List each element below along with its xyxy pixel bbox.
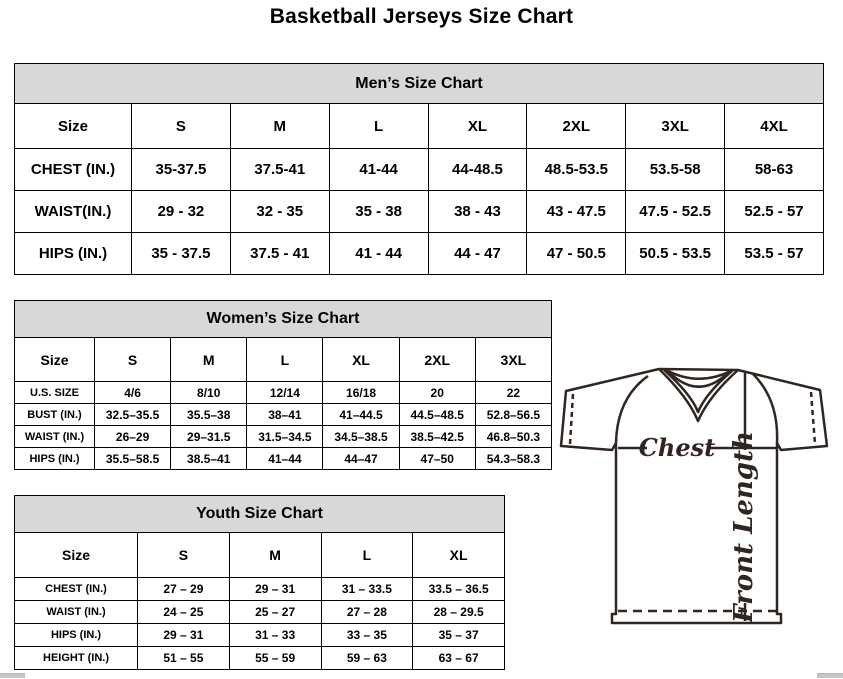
table-cell: 63 – 67 bbox=[413, 647, 505, 670]
size-label-cell: Size bbox=[15, 338, 95, 382]
table-cell: 44 - 47 bbox=[428, 233, 527, 275]
row-label-cell: HIPS (IN.) bbox=[15, 624, 138, 647]
table-cell: 2XL bbox=[399, 338, 475, 382]
table-cell: 47.5 - 52.5 bbox=[626, 191, 725, 233]
table-cell: 31.5–34.5 bbox=[247, 426, 323, 448]
front-length-label: Front Length bbox=[729, 431, 759, 623]
table-header-row bbox=[15, 301, 552, 338]
youth-chart-title: Youth Size Chart bbox=[15, 496, 505, 533]
youth-size-chart-table bbox=[14, 495, 505, 670]
table-cell: 35.5–38 bbox=[171, 404, 247, 426]
jersey-measurement-diagram bbox=[558, 358, 840, 630]
table-cell: 35 – 37 bbox=[413, 624, 505, 647]
table-cell: 51 – 55 bbox=[138, 647, 230, 670]
table-cell: 37.5-41 bbox=[230, 149, 329, 191]
table-cell: 52.8–56.5 bbox=[475, 404, 551, 426]
table-row bbox=[15, 149, 824, 191]
table-cell: S bbox=[132, 104, 231, 149]
table-cell: 32 - 35 bbox=[230, 191, 329, 233]
table-cell: 38.5–42.5 bbox=[399, 426, 475, 448]
table-cell: 59 – 63 bbox=[321, 647, 413, 670]
table-cell: 53.5 - 57 bbox=[725, 233, 824, 275]
table-cell: 2XL bbox=[527, 104, 626, 149]
size-label-cell: Size bbox=[15, 104, 132, 149]
table-cell: 25 – 27 bbox=[229, 601, 321, 624]
row-label-cell: WAIST(IN.) bbox=[15, 191, 132, 233]
size-header-row bbox=[15, 338, 552, 382]
table-cell: 29–31.5 bbox=[171, 426, 247, 448]
table-cell: 44.5–48.5 bbox=[399, 404, 475, 426]
table-cell: 31 – 33 bbox=[229, 624, 321, 647]
row-label-cell: WAIST (IN.) bbox=[15, 601, 138, 624]
table-cell: 37.5 - 41 bbox=[230, 233, 329, 275]
row-label-cell: CHEST (IN.) bbox=[15, 578, 138, 601]
table-cell: 31 – 33.5 bbox=[321, 578, 413, 601]
table-cell: S bbox=[138, 533, 230, 578]
table-cell: 53.5-58 bbox=[626, 149, 725, 191]
table-cell: 33 – 35 bbox=[321, 624, 413, 647]
table-cell: 44-48.5 bbox=[428, 149, 527, 191]
table-cell: 26–29 bbox=[95, 426, 171, 448]
table-row bbox=[15, 448, 552, 470]
table-cell: S bbox=[95, 338, 171, 382]
table-cell: 46.8–50.3 bbox=[475, 426, 551, 448]
table-cell: M bbox=[171, 338, 247, 382]
table-cell: 35 - 37.5 bbox=[132, 233, 231, 275]
table-cell: 3XL bbox=[626, 104, 725, 149]
table-cell: 4/6 bbox=[95, 382, 171, 404]
table-row bbox=[15, 191, 824, 233]
table-row bbox=[15, 382, 552, 404]
table-cell: 50.5 - 53.5 bbox=[626, 233, 725, 275]
row-label-cell: CHEST (IN.) bbox=[15, 149, 132, 191]
chest-label: Chest bbox=[638, 433, 716, 462]
table-cell: 20 bbox=[399, 382, 475, 404]
table-cell: 35 - 38 bbox=[329, 191, 428, 233]
table-row bbox=[15, 233, 824, 275]
table-cell: 29 - 32 bbox=[132, 191, 231, 233]
size-label-cell: Size bbox=[15, 533, 138, 578]
table-cell: 32.5–35.5 bbox=[95, 404, 171, 426]
table-row bbox=[15, 426, 552, 448]
mens-chart-title: Men’s Size Chart bbox=[15, 64, 824, 104]
row-label-cell: HIPS (IN.) bbox=[15, 233, 132, 275]
table-cell: M bbox=[230, 104, 329, 149]
scrollbar-fragment-right bbox=[817, 673, 843, 678]
size-header-row bbox=[15, 104, 824, 149]
table-cell: 8/10 bbox=[171, 382, 247, 404]
table-cell: XL bbox=[323, 338, 399, 382]
table-cell: 12/14 bbox=[247, 382, 323, 404]
table-cell: 33.5 – 36.5 bbox=[413, 578, 505, 601]
table-cell: 29 – 31 bbox=[138, 624, 230, 647]
table-cell: 43 - 47.5 bbox=[527, 191, 626, 233]
table-cell: 34.5–38.5 bbox=[323, 426, 399, 448]
size-header-row bbox=[15, 533, 505, 578]
table-row bbox=[15, 404, 552, 426]
page-title: Basketball Jerseys Size Chart bbox=[269, 5, 574, 28]
table-cell: 47 - 50.5 bbox=[527, 233, 626, 275]
table-cell: 41–44.5 bbox=[323, 404, 399, 426]
table-cell: 27 – 29 bbox=[138, 578, 230, 601]
table-row bbox=[15, 578, 505, 601]
table-cell: 58-63 bbox=[725, 149, 824, 191]
row-label-cell: WAIST (IN.) bbox=[15, 426, 95, 448]
table-cell: 28 – 29.5 bbox=[413, 601, 505, 624]
jersey-outline bbox=[561, 369, 827, 623]
table-cell: 24 – 25 bbox=[138, 601, 230, 624]
table-cell: 16/18 bbox=[323, 382, 399, 404]
table-row bbox=[15, 647, 505, 670]
row-label-cell: HEIGHT (IN.) bbox=[15, 647, 138, 670]
table-cell: M bbox=[229, 533, 321, 578]
row-label-cell: HIPS (IN.) bbox=[15, 448, 95, 470]
table-row bbox=[15, 601, 505, 624]
table-cell: 41–44 bbox=[247, 448, 323, 470]
table-cell: 27 – 28 bbox=[321, 601, 413, 624]
table-cell: 22 bbox=[475, 382, 551, 404]
table-cell: L bbox=[321, 533, 413, 578]
table-cell: 44–47 bbox=[323, 448, 399, 470]
table-cell: 35.5–58.5 bbox=[95, 448, 171, 470]
table-cell: 35-37.5 bbox=[132, 149, 231, 191]
table-cell: 29 – 31 bbox=[229, 578, 321, 601]
mens-size-chart-table bbox=[14, 63, 824, 275]
table-cell: 3XL bbox=[475, 338, 551, 382]
table-cell: L bbox=[247, 338, 323, 382]
scrollbar-fragment-left bbox=[0, 673, 25, 678]
table-cell: 48.5-53.5 bbox=[527, 149, 626, 191]
table-cell: 47–50 bbox=[399, 448, 475, 470]
womens-chart-title: Women’s Size Chart bbox=[15, 301, 552, 338]
table-header-row bbox=[15, 496, 505, 533]
table-cell: XL bbox=[413, 533, 505, 578]
table-cell: 54.3–58.3 bbox=[475, 448, 551, 470]
table-cell: XL bbox=[428, 104, 527, 149]
table-row bbox=[15, 624, 505, 647]
table-cell: 55 – 59 bbox=[229, 647, 321, 670]
row-label-cell: U.S. SIZE bbox=[15, 382, 95, 404]
table-cell: 38 - 43 bbox=[428, 191, 527, 233]
row-label-cell: BUST (IN.) bbox=[15, 404, 95, 426]
table-cell: 4XL bbox=[725, 104, 824, 149]
table-cell: 41 - 44 bbox=[329, 233, 428, 275]
table-cell: L bbox=[329, 104, 428, 149]
table-header-row bbox=[15, 64, 824, 104]
table-cell: 52.5 - 57 bbox=[725, 191, 824, 233]
womens-size-chart-table bbox=[14, 300, 552, 470]
table-cell: 38.5–41 bbox=[171, 448, 247, 470]
table-cell: 41-44 bbox=[329, 149, 428, 191]
table-cell: 38–41 bbox=[247, 404, 323, 426]
